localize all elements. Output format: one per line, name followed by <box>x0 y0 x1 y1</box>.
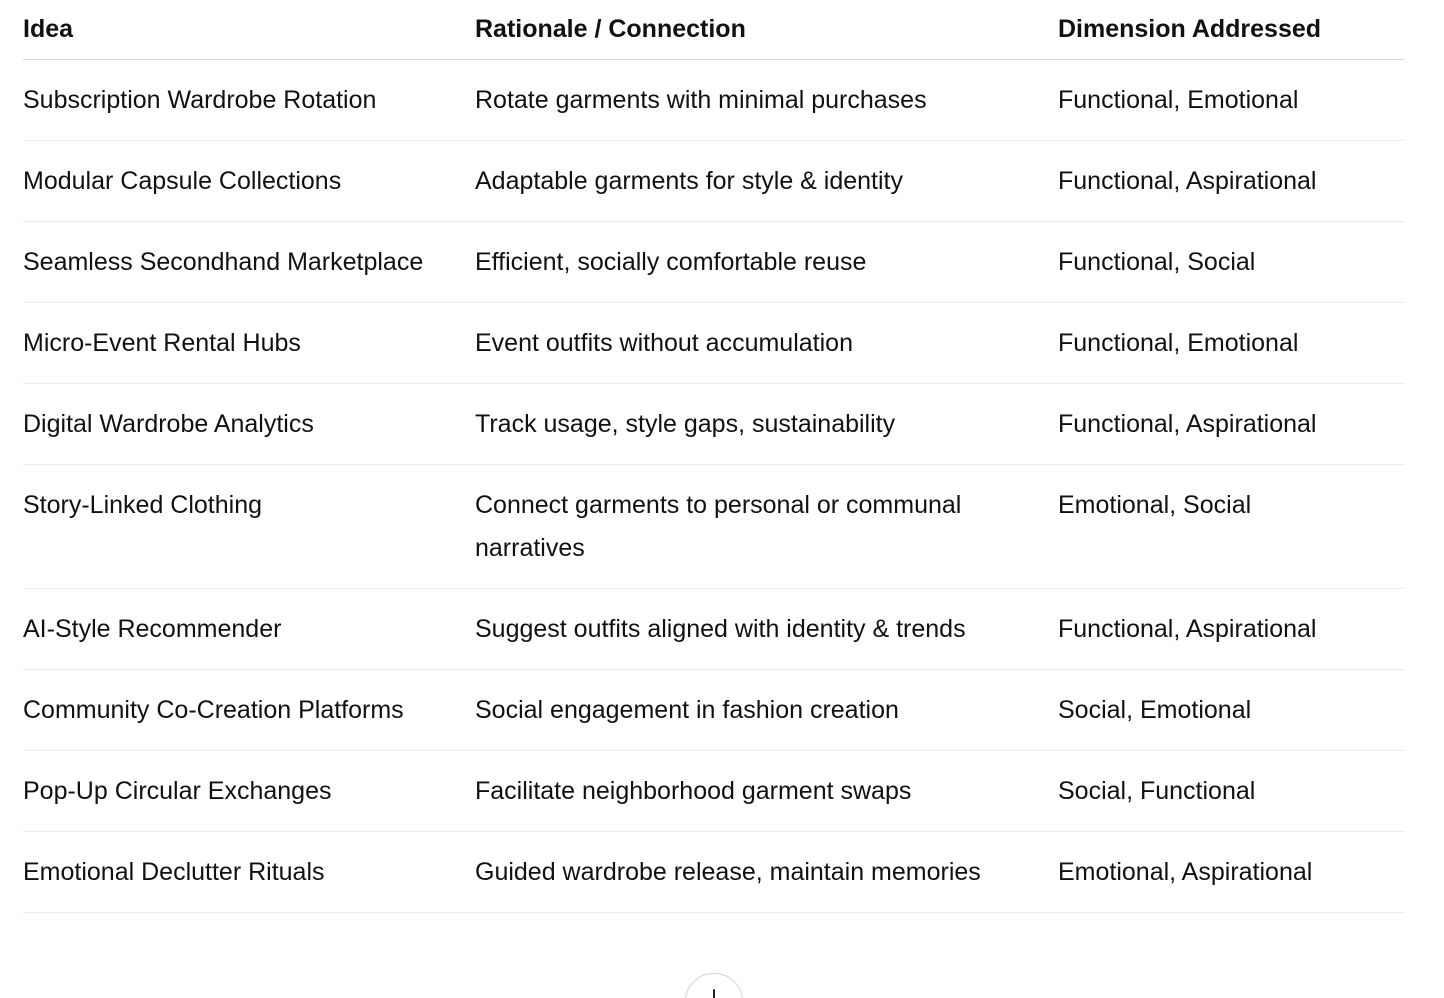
table-row <box>23 303 1405 384</box>
cell-rationale: Suggest outfits aligned with identity & trends <box>475 589 1058 670</box>
cell-rationale: Social engagement in fashion creation <box>475 670 1058 751</box>
table-row <box>23 60 1405 141</box>
cell-idea: Digital Wardrobe Analytics <box>23 384 475 465</box>
table-row <box>23 384 1405 465</box>
header-dimension: Dimension Addressed <box>1058 0 1405 60</box>
cell-idea: Micro-Event Rental Hubs <box>23 303 475 384</box>
cell-dimension: Emotional, Social <box>1058 465 1405 589</box>
cell-idea: AI-Style Recommender <box>23 589 475 670</box>
cell-rationale: Efficient, socially comfortable reuse <box>475 222 1058 303</box>
cell-idea: Subscription Wardrobe Rotation <box>23 60 475 141</box>
cell-idea: Emotional Declutter Rituals <box>23 832 475 913</box>
table-row <box>23 670 1405 751</box>
cell-rationale: Event outfits without accumulation <box>475 303 1058 384</box>
ideas-table-container <box>23 0 1405 913</box>
cell-dimension: Functional, Social <box>1058 222 1405 303</box>
cell-idea: Seamless Secondhand Marketplace <box>23 222 475 303</box>
cell-idea: Pop-Up Circular Exchanges <box>23 751 475 832</box>
cell-idea: Story-Linked Clothing <box>23 465 475 589</box>
cell-dimension: Social, Functional <box>1058 751 1405 832</box>
table-row <box>23 465 1405 589</box>
header-idea: Idea <box>23 0 475 60</box>
cell-dimension: Functional, Emotional <box>1058 303 1405 384</box>
cell-dimension: Social, Emotional <box>1058 670 1405 751</box>
cell-rationale: Guided wardrobe release, maintain memories <box>475 832 1058 913</box>
cell-rationale: Track usage, style gaps, sustainability <box>475 384 1058 465</box>
cell-idea: Community Co-Creation Platforms <box>23 670 475 751</box>
cell-rationale: Adaptable garments for style & identity <box>475 141 1058 222</box>
scroll-to-bottom-button[interactable] <box>685 973 743 998</box>
header-rationale: Rationale / Connection <box>475 0 1058 60</box>
cell-dimension: Functional, Aspirational <box>1058 589 1405 670</box>
table-header-row <box>23 0 1405 60</box>
cell-rationale: Facilitate neighborhood garment swaps <box>475 751 1058 832</box>
table-row <box>23 222 1405 303</box>
cell-rationale: Connect garments to personal or communal narratives <box>475 465 1058 589</box>
table-row <box>23 141 1405 222</box>
cell-dimension: Functional, Emotional <box>1058 60 1405 141</box>
table-row <box>23 832 1405 913</box>
cell-dimension: Functional, Aspirational <box>1058 384 1405 465</box>
table-row <box>23 589 1405 670</box>
cell-idea: Modular Capsule Collections <box>23 141 475 222</box>
arrow-down-icon <box>704 988 724 998</box>
cell-dimension: Emotional, Aspirational <box>1058 832 1405 913</box>
cell-rationale: Rotate garments with minimal purchases <box>475 60 1058 141</box>
table-row <box>23 751 1405 832</box>
cell-dimension: Functional, Aspirational <box>1058 141 1405 222</box>
ideas-table <box>23 0 1405 913</box>
